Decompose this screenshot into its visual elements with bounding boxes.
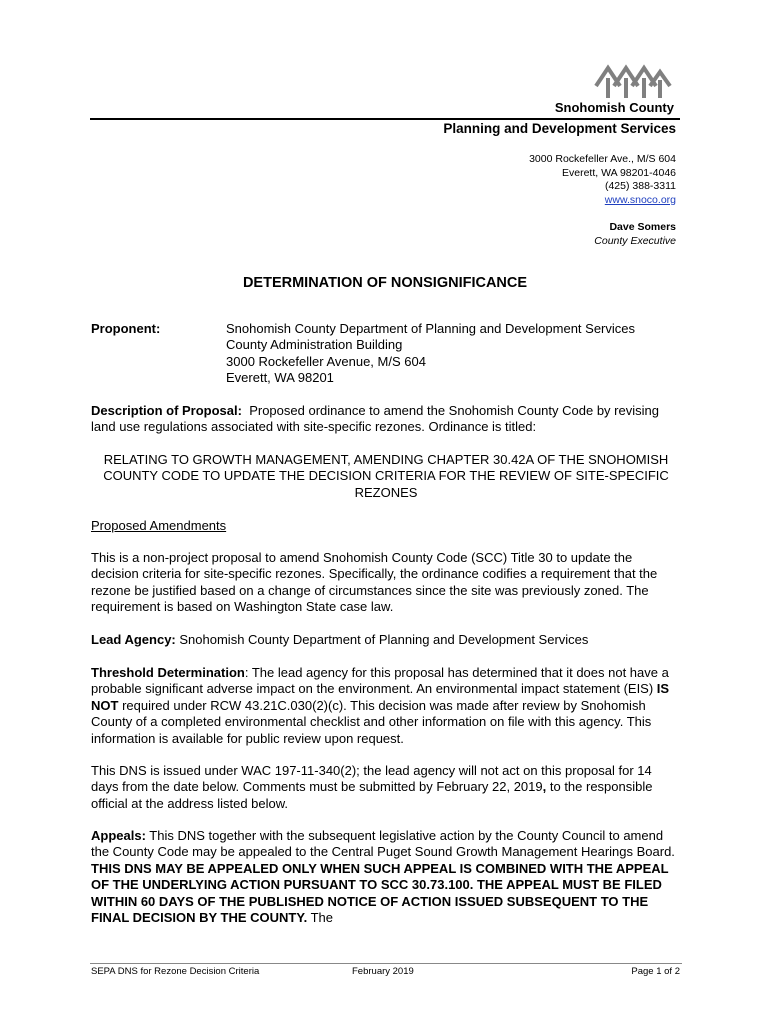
- footer-divider: [90, 963, 682, 964]
- proponent-line: County Administration Building: [226, 337, 403, 353]
- appeals-text-b: The: [307, 910, 333, 926]
- dns-bold-comma: ,: [542, 779, 547, 795]
- header-divider: [90, 118, 680, 120]
- appeals-paragraph: [91, 828, 681, 926]
- footer-page-number: Page 1 of 2: [631, 966, 680, 977]
- proponent-details: [226, 321, 635, 387]
- proponent-line: Everett, WA 98201: [226, 370, 334, 386]
- address-line-city: Everett, WA 98201-4046: [561, 166, 676, 179]
- proponent-line: Snohomish County Department of Planning and Development Services: [226, 321, 636, 336]
- county-executive: [594, 220, 676, 248]
- lead-agency-text: Snohomish County Department of Planning and Development Services: [179, 632, 589, 647]
- dns-text-b: to the responsible official at the address listed below.: [91, 779, 653, 811]
- department-name: Planning and Development Services: [443, 121, 676, 136]
- footer-document-name: SEPA DNS for Rezone Decision Criteria: [91, 966, 260, 977]
- ordinance-title: RELATING TO GROWTH MANAGEMENT, AMENDING CHAPTER 30.42A OF THE SNOHOMISH COUNTY CODE TO UPDATE THE DECISION CRITERIA FOR THE REVIEW OF SITE-SPECIFIC REZONES: [103, 452, 669, 500]
- threshold-bold: IS NOT: [91, 681, 670, 713]
- executive-name: Dave Somers: [609, 221, 676, 233]
- appeals-bold: THIS DNS MAY BE APPEALED ONLY WHEN SUCH APPEAL IS COMBINED WITH THE APPEAL OF THE UNDERLYING ACTION PURSUANT TO SCC 30.73.100. THE APPEAL MUST BE FILED WITHIN 60 DAYS OF THE PUBLISHED NOTICE OF ACTION ISSUED SUBSEQUENT TO THE FINAL DECISION BY THE COUNTY.: [91, 860, 669, 926]
- amendments-heading: Proposed Amendments: [91, 518, 227, 533]
- threshold-paragraph: [91, 665, 681, 747]
- appeals-text-a: This DNS together with the subsequent legislative action by the County Council to amend the County Code may be appealed to the Central Puget Sound Growth Management Hearings Board.: [91, 828, 675, 860]
- amendments-paragraph: This is a non-project proposal to amend Snohomish County Code (SCC) Title 30 to update the decision criteria for site-specific rezones. Specifically, the ordinance codifies a requirement that the rezone be justified based on a change of circumstances since the site was previously zoned. The requirement is based on Washington State case law.: [91, 550, 658, 615]
- dns-paragraph: [91, 763, 681, 812]
- appeals-label: Appeals:: [91, 828, 146, 843]
- proponent-line: 3000 Rockefeller Avenue, M/S 604: [226, 353, 426, 369]
- website-link[interactable]: www.snoco.org: [604, 193, 676, 206]
- description-paragraph: [91, 403, 681, 436]
- description-text: Proposed ordinance to amend the Snohomish County Code by revising land use regulations associated with site-specific rezones. Ordinance is titled:: [91, 403, 659, 435]
- dns-text-a: This DNS is issued under WAC 197-11-340(2); the lead agency will not act on this proposal for 14 days from the date below. Comments must be submitted by February 22, 2019: [91, 763, 652, 795]
- snohomish-mountains-logo-icon: [594, 62, 672, 104]
- lead-agency-paragraph: [91, 632, 681, 648]
- document-title: DETERMINATION OF NONSIGNIFICANCE: [242, 275, 528, 291]
- threshold-text-a: : The lead agency for this proposal has determined that it does not have a probable significant adverse impact on the environment. An environmental impact statement (EIS): [91, 665, 669, 697]
- threshold-label: Threshold Determination: [91, 665, 245, 680]
- address-line-street: 3000 Rockefeller Ave., M/S 604: [529, 153, 676, 165]
- executive-title: County Executive: [594, 235, 676, 247]
- proponent-label: Proponent:: [91, 321, 161, 336]
- agency-address: [529, 153, 676, 207]
- agency-name: Snohomish County: [554, 100, 674, 115]
- description-label: Description of Proposal:: [91, 403, 242, 418]
- threshold-text-b: required under RCW 43.21C.030(2)(c). This decision was made after review by Snohomish County of a completed environmental checklist and other information on file with this agency. This information is available for public review upon request.: [91, 697, 652, 746]
- address-line-phone: (425) 388-3311: [604, 180, 676, 193]
- footer-date: February 2019: [352, 966, 414, 977]
- lead-agency-label: Lead Agency:: [91, 632, 176, 647]
